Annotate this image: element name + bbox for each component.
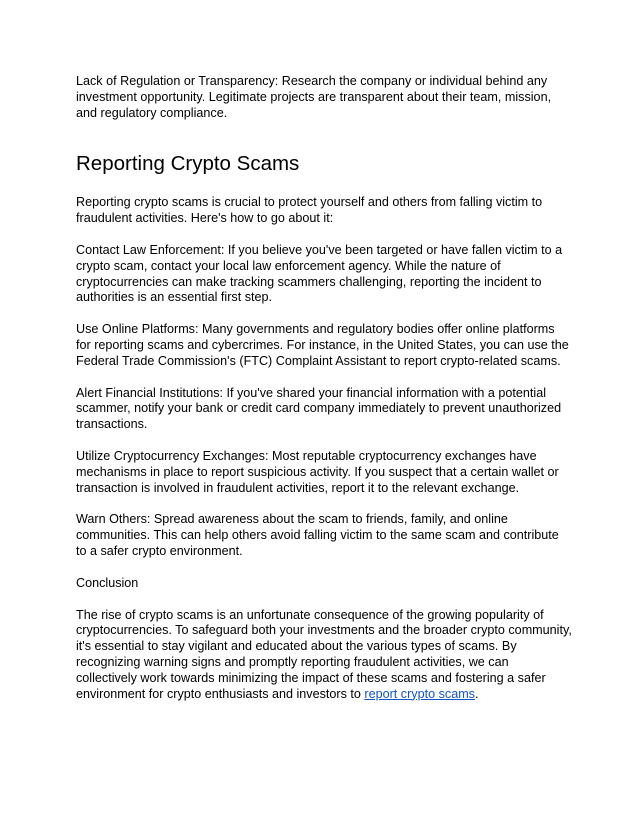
conclusion-label: Conclusion: [76, 575, 139, 590]
intro-paragraph: Lack of Regulation or Transparency: Research the company or individual behind any investment opportunity. Legitimate projects are transparent about their team, mission, and regulatory compliance.: [76, 74, 552, 120]
paragraph-overview: Reporting crypto scams is crucial to protect yourself and others from falling victim to fraudulent activities. Here's how to go about it:: [76, 195, 543, 226]
report-crypto-scams-link[interactable]: report crypto scams: [364, 686, 475, 701]
conclusion-text: The rise of crypto scams is an unfortunate consequence of the growing popularity of cryptocurrencies. To safeguard both your investments and the broader crypto community, it's essential to stay vigilant and educated about the various types of scams. By recognizing warning signs and promptly reporting fraudulent activities, we can collectively work towards minimizing the impact of these scams and fostering a safer environment for crypto enthusiasts and investors to: [76, 607, 572, 701]
document-body: [76, 74, 572, 702]
section-heading: Reporting Crypto Scams: [76, 152, 300, 176]
paragraph-crypto-exchanges: Utilize Cryptocurrency Exchanges: Most reputable cryptocurrency exchanges have mechanisms in place to report suspicious activity. If you suspect that a certain wallet or transaction is involved in fraudulent activities, report it to the relevant exchange.: [76, 448, 559, 495]
paragraph-law-enforcement: Contact Law Enforcement: If you believe you've been targeted or have fallen victim to a crypto scam, contact your local law enforcement agency. While the nature of cryptocurrencies can make tracking scammers challenging, reporting the incident to authorities is an essential first step.: [76, 242, 563, 305]
conclusion-period: .: [474, 686, 479, 701]
paragraph-warn-others: Warn Others: Spread awareness about the scam to friends, family, and online communities. This can help others avoid falling victim to the same scam and contribute to a safer crypto environment.: [76, 512, 559, 558]
paragraph-financial-institutions: Alert Financial Institutions: If you've shared your financial information with a potential scammer, notify your bank or credit card company immediately to prevent unauthorized transactions.: [76, 385, 562, 432]
paragraph-online-platforms: Use Online Platforms: Many governments and regulatory bodies offer online platforms for reporting scams and cybercrimes. For instance, in the United States, you can use the Federal Trade Commission's (FTC) Complaint Assistant to report crypto-related scams.: [76, 322, 569, 368]
conclusion-paragraph: [76, 608, 572, 703]
